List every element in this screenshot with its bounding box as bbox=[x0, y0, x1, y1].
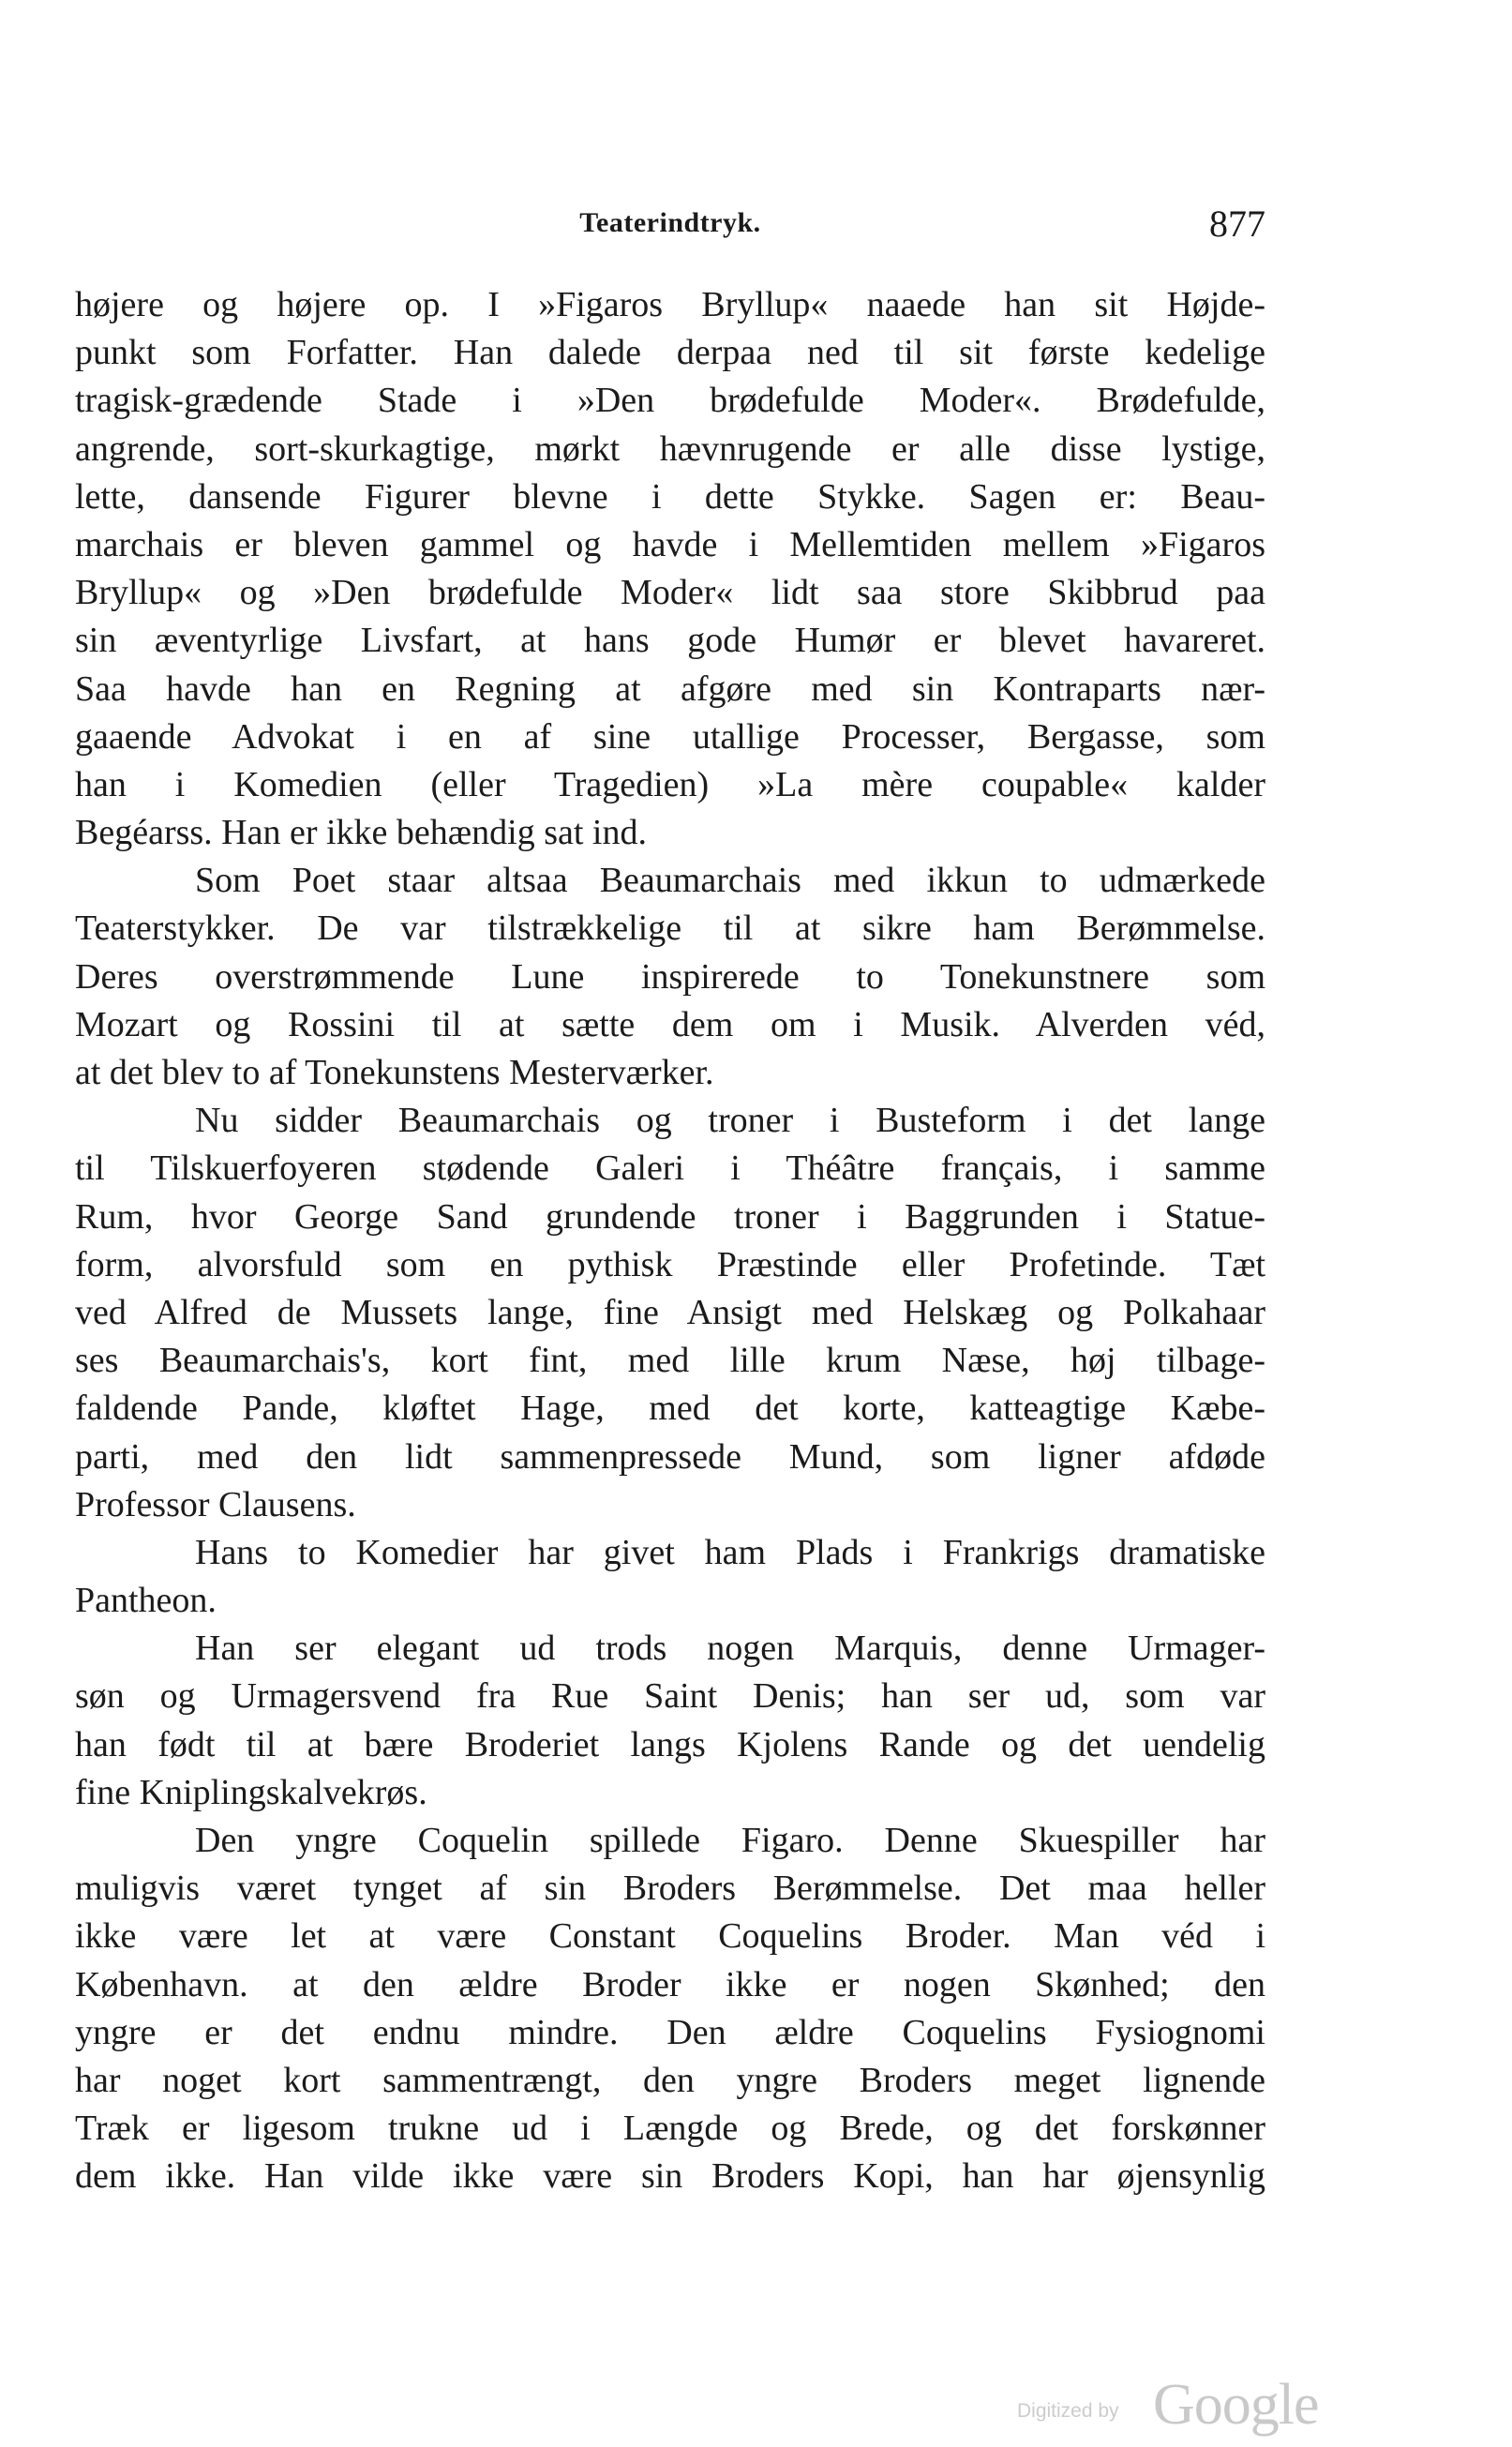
text-line: Som Poet staar altsaa Beaumarchais med ikkun to udmærkede bbox=[195, 861, 1265, 901]
text-line: yngre er det endnu mindre. Den ældre Coquelins Fysiognomi bbox=[75, 2012, 1265, 2052]
text-line: Mozart og Rossini til at sætte dem om i Musik. Alverden véd, bbox=[75, 1004, 1265, 1044]
text-line: Teaterstykker. De var tilstrækkelige til at sikre ham Berømmelse. bbox=[75, 908, 1265, 949]
text-line: form, alvorsfuld som en pythisk Præstinde eller Profetinde. Tæt bbox=[75, 1244, 1265, 1284]
text-line: Den yngre Coquelin spillede Figaro. Denne Skuespiller har bbox=[195, 1821, 1265, 1860]
digitized-watermark bbox=[1017, 2372, 1336, 2447]
text-line: Begéarss. Han er ikke behændig sat ind. bbox=[75, 813, 647, 853]
page-number: 877 bbox=[1209, 203, 1265, 245]
text-line: højere og højere op. I »Figaros Bryllup« naaede han sit Højde- bbox=[75, 285, 1265, 324]
text-line: angrende, sort-skurkagtige, mørkt hævnrugende er alle disse lystige, bbox=[75, 428, 1265, 469]
text-line: lette, dansende Figurer blevne i dette Stykke. Sagen er: Beau- bbox=[75, 476, 1265, 517]
page-header bbox=[75, 202, 1265, 258]
text-line: Pantheon. bbox=[75, 1581, 217, 1621]
running-title: Teaterindtryk. bbox=[579, 207, 761, 238]
text-line: Hans to Komedier har givet ham Plads i Frankrigs dramatiske bbox=[195, 1532, 1265, 1572]
text-line: dem ikke. Han vilde ikke være sin Broders Kopi, han har øjensynlig bbox=[75, 2156, 1265, 2197]
text-line: parti, med den lidt sammenpressede Mund, som ligner afdøde bbox=[75, 1436, 1265, 1477]
text-line: punkt som Forfatter. Han dalede derpaa ned til sit første kedelige bbox=[75, 333, 1265, 373]
text-line: Han ser elegant ud trods nogen Marquis, denne Urmager- bbox=[195, 1629, 1265, 1669]
text-line: København. at den ældre Broder ikke er nogen Skønhed; den bbox=[75, 1964, 1265, 2004]
text-line: muligvis været tynget af sin Broders Berømmelse. Det maa heller bbox=[75, 1869, 1265, 1909]
body-text bbox=[75, 281, 1265, 2201]
text-line: Nu sidder Beaumarchais og troner i Busteform i det lange bbox=[195, 1101, 1265, 1141]
text-line: Rum, hvor George Sand grundende troner i Baggrunden i Statue- bbox=[75, 1196, 1265, 1237]
text-line: han født til at bære Broderiet langs Kjolens Rande og det uendelig bbox=[75, 1724, 1265, 1764]
text-line: Deres overstrømmende Lune inspirerede to Tonekunstnere som bbox=[75, 956, 1265, 997]
text-line: tragisk-grædende Stade i »Den brødefulde Moder«. Brødefulde, bbox=[75, 381, 1265, 421]
text-line: ved Alfred de Mussets lange, fine Ansigt med Helskæg og Polkahaar bbox=[75, 1292, 1265, 1332]
text-line: faldende Pande, kløftet Hage, med det korte, katteagtige Kæbe- bbox=[75, 1389, 1265, 1429]
text-line: gaaende Advokat i en af sine utallige Processer, Bergasse, som bbox=[75, 716, 1265, 757]
text-line: sin æventyrlige Livsfart, at hans gode Humør er blevet havareret. bbox=[75, 621, 1265, 661]
text-line: har noget kort sammentrængt, den yngre Broders meget lignende bbox=[75, 2060, 1265, 2100]
text-line: marchais er bleven gammel og havde i Mellemtiden mellem »Figaros bbox=[75, 524, 1265, 564]
text-line: søn og Urmagersvend fra Rue Saint Denis; han ser ud, som var bbox=[75, 1676, 1265, 1717]
text-line: Træk er ligesom trukne ud i Længde og Brede, og det forskønner bbox=[75, 2109, 1265, 2149]
text-line: Bryllup« og »Den brødefulde Moder« lidt saa store Skibbrud paa bbox=[75, 573, 1265, 613]
text-line: fine Kniplingskalvekrøs. bbox=[75, 1772, 427, 1812]
google-logo: Google bbox=[1153, 2373, 1319, 2437]
text-line: Professor Clausens. bbox=[75, 1484, 356, 1524]
text-line: at det blev to af Tonekunstens Mesterværker. bbox=[75, 1053, 714, 1092]
text-line: til Tilskuerfoyeren stødende Galeri i Théâtre français, i samme bbox=[75, 1148, 1265, 1189]
text-line: ses Beaumarchais's, kort fint, med lille krum Næse, høj tilbage- bbox=[75, 1341, 1265, 1381]
text-line: han i Komedien (eller Tragedien) »La mère coupable« kalder bbox=[75, 764, 1265, 804]
text-line: Saa havde han en Regning at afgøre med sin Kontraparts nær- bbox=[75, 668, 1265, 709]
text-line: ikke være let at være Constant Coquelins Broder. Man véd i bbox=[75, 1916, 1265, 1957]
digitized-by-label: Digitized by bbox=[1017, 2400, 1119, 2422]
